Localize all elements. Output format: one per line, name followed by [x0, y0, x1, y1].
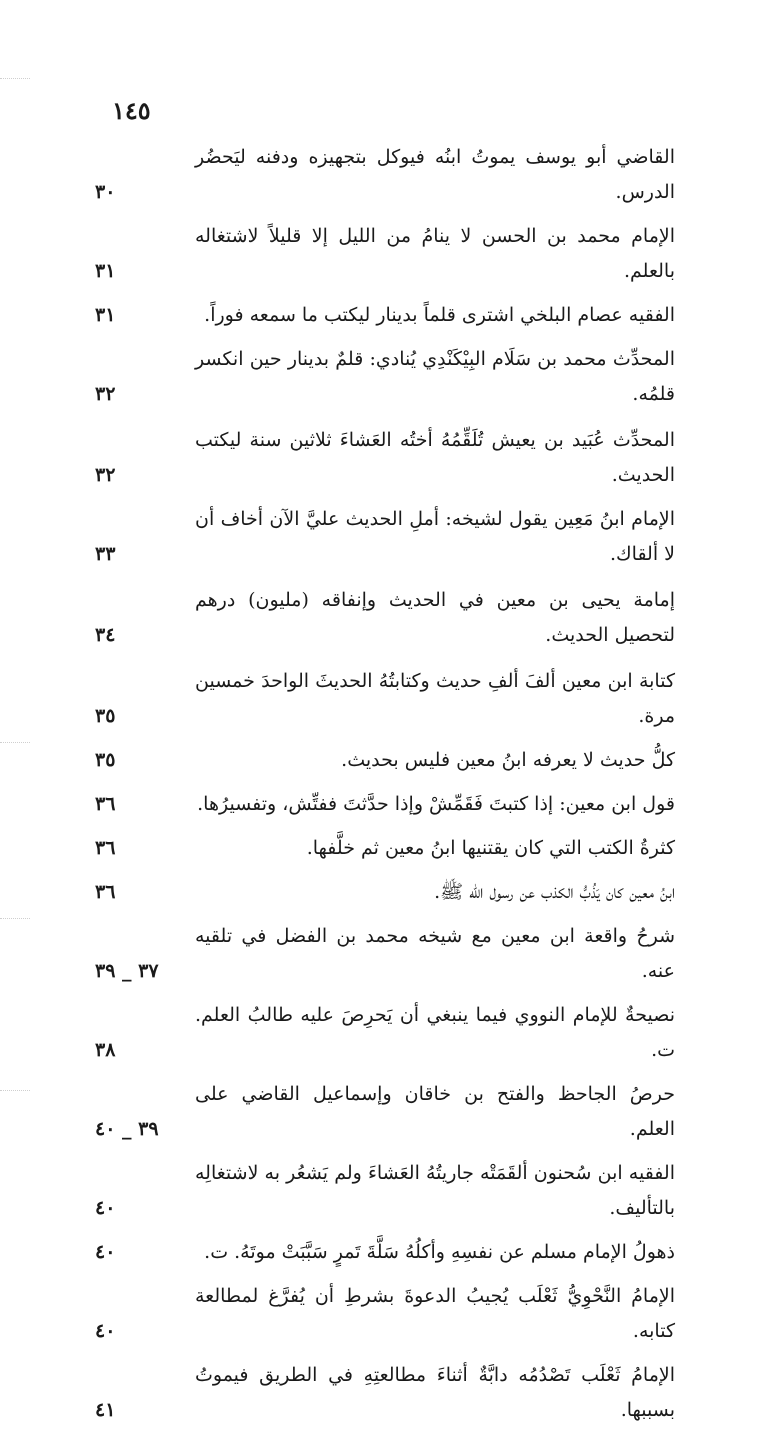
entry-text: القاضي أبو يوسف يموتُ ابنُه فيوكل بتجهيزه ودفنه ليَحضُر الدرس.	[195, 146, 675, 203]
index-entry	[95, 831, 675, 866]
entry-text: كلُّ حديث لا يعرفه ابنُ معين فليس بحديث.	[341, 749, 675, 771]
index-entry	[95, 1077, 675, 1147]
index-entries	[95, 140, 675, 1437]
entry-text: الإمامُ ثَعْلَب تَصْدُمُه دابَّةٌ أثناءَ مطالعتِهِ في الطريق فيموتُ بسببها.	[195, 1364, 675, 1421]
index-entry	[95, 342, 675, 412]
entry-page-ref: ٣٥	[95, 749, 116, 771]
entry-page-ref: ٣٣	[95, 543, 116, 565]
index-entry	[95, 787, 675, 822]
index-entry	[95, 1235, 675, 1270]
entry-text: الفقيه عصام البلخي اشترى قلماً بدينار ليكتب ما سمعه فوراً.	[204, 304, 675, 326]
entry-page-ref: ٣٩ _ ٤٠	[95, 1118, 159, 1140]
index-entry	[95, 140, 675, 210]
index-entry	[95, 919, 675, 989]
margin-mark	[0, 742, 30, 743]
index-entry	[95, 998, 675, 1068]
entry-text: الإمام محمد بن الحسن لا ينامُ من الليل إلا قليلاً لاشتغاله بالعلم.	[195, 225, 675, 282]
entry-text: نصيحةٌ للإمام النووي فيما ينبغي أن يَحرِصَ عليه طالبُ العلم. ت.	[195, 1004, 675, 1061]
entry-page-ref: ٤٠	[95, 1241, 116, 1263]
entry-text: ابنُ معين كان يَذُبُّ الكذب عن رسول الله ﷺ.	[434, 881, 675, 903]
index-entry	[95, 502, 675, 572]
entry-text: الإمام ابنُ مَعِين يقول لشيخه: أملِ الحديث عليَّ الآن أخاف أن لا ألقاك.	[195, 508, 675, 565]
margin-mark	[0, 78, 30, 79]
entry-page-ref: ٣٧ _ ٣٩	[95, 960, 159, 982]
margin-mark	[0, 1090, 30, 1091]
entry-page-ref: ٣١	[95, 304, 116, 326]
index-entry	[95, 1358, 675, 1428]
entry-text: حرصُ الجاحظ والفتح بن خاقان وإسماعيل القاضي على العلم.	[195, 1083, 675, 1140]
entry-page-ref: ٤٠	[95, 1320, 116, 1342]
entry-page-ref: ٣٦	[95, 837, 116, 859]
entry-text: الفقيه ابن سُحنون ألقَمَتْه جاريتُهُ العَشاءَ ولم يَشعُر به لاشتغالِه بالتأليف.	[195, 1162, 675, 1219]
page-number: ١٤٥	[112, 96, 151, 125]
entry-page-ref: ٤٠	[95, 1197, 116, 1219]
entry-text: إمامة يحيى بن معين في الحديث وإنفاقه (مليون) درهم لتحصيل الحديث.	[195, 589, 675, 646]
entry-text: شرحُ واقعة ابن معين مع شيخه محمد بن الفضل في تلقيه عنه.	[195, 925, 675, 982]
entry-text: كتابة ابن معين ألفَ ألفِ حديث وكتابتُهُ الحديثَ الواحدَ خمسين مرة.	[195, 670, 675, 727]
entry-page-ref: ٣٤	[95, 624, 116, 646]
index-entry	[95, 743, 675, 778]
index-entry	[95, 1156, 675, 1226]
index-entry	[95, 1279, 675, 1349]
index-entry	[95, 583, 675, 653]
entry-page-ref: ٣٥	[95, 705, 116, 727]
entry-page-ref: ٤١	[95, 1399, 116, 1421]
entry-page-ref: ٣٦	[95, 881, 116, 903]
entry-text: المحدِّث محمد بن سَلَام البِيْكَنْدِي يُنادي: قلمٌ بدينار حين انكسر قلمُه.	[195, 348, 675, 405]
index-entry	[95, 664, 675, 734]
entry-page-ref: ٣٢	[95, 383, 116, 405]
entry-text: قول ابن معين: إذا كتبتَ فَقَمِّشْ وإذا حدَّثتَ ففتِّش، وتفسيرُها.	[197, 793, 675, 815]
entry-page-ref: ٣٢	[95, 464, 116, 486]
entry-text: كثرةُ الكتب التي كان يقتنيها ابنُ معين ثم خلَّفها.	[306, 837, 675, 859]
entry-page-ref: ٣٦	[95, 793, 116, 815]
index-entry	[95, 298, 675, 333]
index-entry	[95, 423, 675, 493]
entry-page-ref: ٣١	[95, 260, 116, 282]
index-entry	[95, 219, 675, 289]
margin-mark	[0, 918, 30, 919]
entry-text: المحدِّث عُبَيد بن يعيش تُلَقِّمُهُ أختُه العَشاءَ ثلاثين سنة ليكتب الحديث.	[195, 429, 675, 486]
entry-text: الإمامُ النَّحْوِيُّ ثَعْلَب يُجيبُ الدعوةَ بشرطِ أن يُفرَّغ لمطالعة كتابه.	[195, 1285, 675, 1342]
entry-page-ref: ٣٨	[95, 1039, 116, 1061]
index-entry	[95, 875, 675, 910]
entry-text: ذهولُ الإمام مسلم عن نفسِهِ وأكلُهُ سَلَّةَ تَمرٍ سَبَّبَتْ موتَهُ. ت.	[204, 1241, 675, 1263]
entry-page-ref: ٣٠	[95, 181, 116, 203]
